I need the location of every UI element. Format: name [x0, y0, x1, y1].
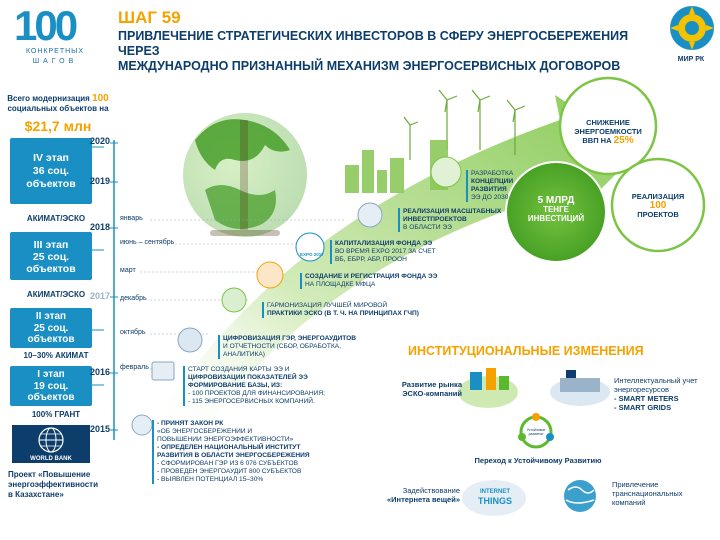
- ms6-line2: ВО ВРЕМЯ EXPO 2017 ЗА СЧЕТ: [335, 248, 436, 255]
- logo-subtitle-1: КОНКРЕТНЫХ: [25, 48, 85, 55]
- milestone-mar-2017: [300, 273, 460, 289]
- ms5-line2: НА ПЛОЩАДКЕ МФЦА: [305, 281, 376, 288]
- milestone-dec-2017: [262, 302, 432, 318]
- year-2016: 2016: [90, 367, 111, 377]
- total-amount: $21,7 млн: [24, 118, 92, 134]
- ms1-line6: - СФОРМИРОВАН ГЭР ИЗ 6 076 СУБЪЕКТОВ: [157, 460, 299, 467]
- ms2-line4: - 100 ПРОЕКТОВ ДЛЯ ФИНАНСИРОВАНИЯ;: [188, 390, 325, 397]
- ms1-line7: - ПРОВЕДЕН ЭНЕРГОАУДИТ 800 СУБЪЕКТОВ: [157, 468, 302, 475]
- green-globe-icon: [183, 113, 307, 237]
- year-2019: 2019: [90, 176, 111, 186]
- ms5-line1: СОЗДАНИЕ И РЕГИСТРАЦИЯ ФОНДА ЭЭ: [305, 273, 438, 280]
- stage-unit: объектов: [26, 178, 76, 190]
- meter-line1: Интеллектуальный учет: [614, 376, 698, 385]
- smart-meter-icon: [550, 370, 610, 406]
- goal-top-line1: СНИЖЕНИЕ: [586, 118, 630, 127]
- milestone-oct-2016: [218, 335, 378, 359]
- goal-right-number: 100: [649, 200, 667, 211]
- goal-right-line3: ПРОЕКТОВ: [637, 210, 679, 219]
- stage-unit: объектов: [26, 263, 76, 275]
- total-prefix: Всего модернизация: [7, 94, 93, 103]
- month-june-september: июнь – сентябрь: [120, 239, 175, 246]
- total-count: 100: [92, 93, 109, 104]
- stage-title: I этап: [37, 369, 65, 380]
- wb-caption-2: энергоэффективности: [8, 480, 99, 489]
- page-title: [118, 29, 658, 74]
- ms2-line2: ЦИФРОВИЗАЦИИ ПОКАЗАТЕЛЕЙ ЭЭ: [188, 374, 308, 381]
- goal-right-line1: РЕАЛИЗАЦИЯ: [631, 192, 685, 201]
- title-line-2: МЕЖДУНАРОДНО ПРИЗНАННЫЙ МЕХАНИЗМ ЭНЕРГОСЕРВИСНЫХ ДОГОВОРОВ: [118, 59, 621, 73]
- year-2017: 2017: [90, 291, 111, 301]
- world-bank-text: WORLD BANK: [30, 456, 72, 462]
- year-2018: 2018: [90, 222, 111, 232]
- transnational-companies: [612, 480, 716, 507]
- sustain-icon-label: Устойчивое развитие: [526, 428, 546, 436]
- stage-unit: объектов: [27, 334, 75, 345]
- iot-line2: «Интернета вещей»: [386, 495, 460, 504]
- meter-line4: - SMART GRIDS: [614, 403, 672, 412]
- wb-caption-3: в Казахстане»: [8, 490, 64, 499]
- milestone-jan-2018: [398, 208, 518, 232]
- ms3-line3: АНАЛИТИКА): [223, 351, 265, 358]
- ms8-line2: КОНЦЕПЦИИ: [471, 178, 514, 185]
- kazakhstan-emblem-icon: [668, 4, 716, 52]
- goal-top-line2: ЭНЕРГОЕМКОСТИ: [574, 127, 642, 136]
- ms3-line1: ЦИФРОВИЗАЦИЯ ГЭР, ЭНЕРГОАУДИТОВ: [223, 335, 357, 342]
- goal-investments: [516, 196, 596, 223]
- meter-line3: - SMART METERS: [614, 394, 679, 403]
- month-january: январь: [120, 215, 143, 222]
- stage-title: III этап: [33, 239, 69, 251]
- tnc-line2: транснациональных: [612, 489, 683, 498]
- esco-market: [382, 380, 462, 398]
- sustainable-development: Переход к Устойчивому Развитию: [474, 456, 602, 465]
- goal-energy-intensity: [568, 118, 648, 145]
- ms8-line4: ЭЭ ДО 2030: [471, 194, 509, 201]
- goal-projects: [622, 192, 694, 219]
- stage-count: 25 соц.: [33, 322, 69, 334]
- ms2-line5: - 115 ЭНЕРГОСЕРВИСНЫХ КОМПАНИЙ.: [188, 398, 315, 405]
- iot-icon-line2: THINGS: [477, 496, 512, 506]
- ms1-line4: - ОПРЕДЕЛЕН НАЦИОНАЛЬНЫЙ ИНСТИТУТ: [157, 444, 301, 451]
- milestone-jun-sep-2017: [330, 240, 470, 264]
- tnc-line3: компаний: [612, 498, 646, 507]
- ms3-line2: И ОТЧЕТНОСТИ (СБОР, ОБРАБОТКА,: [223, 343, 342, 350]
- expo-2017-logo: EXPO 2017: [300, 252, 324, 257]
- goal-mid-line2: ТЕНГЕ: [543, 205, 569, 214]
- ms7-line3: В ОБЛАСТИ ЭЭ: [403, 224, 452, 231]
- ms6-line3: ВБ, ЕБРР, АБР, ПРООН: [335, 256, 407, 263]
- stage-i-label: 100% ГРАНТ: [31, 410, 81, 419]
- month-february: февраль: [120, 364, 149, 371]
- milestone-feb-2016: [183, 366, 358, 406]
- ms8-line3: РАЗВИТИЯ: [471, 186, 507, 193]
- title-line-1: ПРИВЛЕЧЕНИЕ СТРАТЕГИЧЕСКИХ ИНВЕСТОРОВ В СФЕРУ ЭНЕРГОСБЕРЕЖЕНИЯ ЧЕРЕЗ: [118, 29, 629, 58]
- ms8-line1: РАЗРАБОТКА: [471, 170, 514, 177]
- goal-top-line3: ВВП НА: [582, 136, 614, 145]
- ms4-line2: ПРАКТИКИ ЭСКО (В Т. Ч. НА ПРИНЦИПАХ ГЧП): [267, 310, 419, 317]
- stage-count: 25 соц.: [32, 251, 70, 263]
- wb-caption-1: Проект «Повышение: [8, 470, 91, 479]
- stage-unit: объектов: [27, 392, 75, 403]
- world-bank-globe-icon: [12, 425, 90, 455]
- ms1-line8: - ВЫЯВЛЕН ПОТЕНЦИАЛ 15–30%: [157, 476, 264, 483]
- step-number: ШАГ 59: [118, 8, 181, 27]
- stage-iii-label: АКИМАТ/ЭСКО: [26, 290, 86, 299]
- institutional-title: ИНСТИТУЦИОНАЛЬНЫЕ ИЗМЕНЕНИЯ: [408, 344, 644, 358]
- month-october: октябрь: [120, 329, 146, 336]
- esco-market-icon: [458, 368, 518, 408]
- milestone-2015: [152, 420, 352, 484]
- goal-mid-line3: ИНВЕСТИЦИЙ: [527, 214, 585, 223]
- ms1-line2: «ОБ ЭНЕРГОСБЕРЕЖЕНИИ И: [157, 428, 253, 435]
- tnc-line1: Привлечение: [612, 480, 659, 489]
- ms4-line1: ГАРМОНИЗАЦИЯ ЛУЧШЕЙ МИРОВОЙ: [267, 302, 388, 309]
- logo-100: 100: [14, 2, 76, 49]
- total-modernization: [4, 94, 112, 114]
- ms2-line1: СТАРТ СОЗДАНИЯ КАРТЫ ЭЭ И: [188, 366, 290, 373]
- stage-ii: [10, 308, 92, 348]
- iot-line1: Задействование: [402, 486, 460, 495]
- ms6-line1: КАПИТАЛИЗАЦИЯ ФОНДА ЭЭ: [335, 240, 433, 247]
- total-line-2: социальных объектов на: [7, 104, 109, 113]
- stage-iv-label: АКИМАТ/ЭСКО: [26, 214, 86, 223]
- month-march: март: [120, 267, 136, 274]
- internet-of-things: [380, 486, 460, 504]
- stage-title: II этап: [35, 311, 67, 322]
- month-december: декабрь: [120, 295, 147, 302]
- ms2-line3: ФОРМИРОВАНИЕ БАЗЫ, ИЗ:: [188, 382, 283, 389]
- goal-mid-line1: 5 МЛРД: [537, 195, 575, 206]
- iot-icon-line1: INTERNET: [480, 489, 510, 495]
- smart-metering: [614, 376, 718, 412]
- goal-top-percent: 25%: [613, 135, 634, 146]
- stage-ii-label: 10–30% АКИМАТ: [23, 351, 89, 360]
- stage-iv: [10, 138, 92, 204]
- stage-title: IV этап: [33, 152, 69, 164]
- esco-line1: Развитие рынка: [401, 380, 462, 389]
- iot-icon-text: [470, 488, 520, 506]
- ministry-label: МИР РК: [677, 56, 705, 63]
- stage-i: [10, 366, 92, 406]
- ms7-line1: РЕАЛИЗАЦИЯ МАСШТАБНЫХ: [403, 208, 502, 215]
- year-2015: 2015: [90, 424, 111, 434]
- ms1-line5: РАЗВИТИЯ В ОБЛАСТИ ЭНЕРГОСБЕРЕЖЕНИЯ: [157, 452, 310, 459]
- logo-subtitle-2: ШАГОВ: [32, 58, 78, 65]
- meter-line2: энергоресурсов: [614, 385, 669, 394]
- year-2020: 2020: [90, 136, 111, 146]
- stage-count: 19 соц.: [33, 380, 69, 392]
- world-bank-caption: [8, 470, 112, 500]
- stage-count: 36 соц.: [32, 165, 70, 177]
- esco-line2: ЭСКО-компаний: [402, 389, 462, 398]
- ms1-line1: - ПРИНЯТ ЗАКОН РК: [157, 420, 224, 427]
- stage-iii: [10, 232, 92, 280]
- ms7-line2: ИНВЕСТПРОЕКТОВ: [403, 216, 467, 223]
- ms1-line3: ПОВЫШЕНИИ ЭНЕРГОЭФФЕКТИВНОСТИ»: [157, 436, 294, 443]
- transnational-globe-icon: [564, 480, 596, 512]
